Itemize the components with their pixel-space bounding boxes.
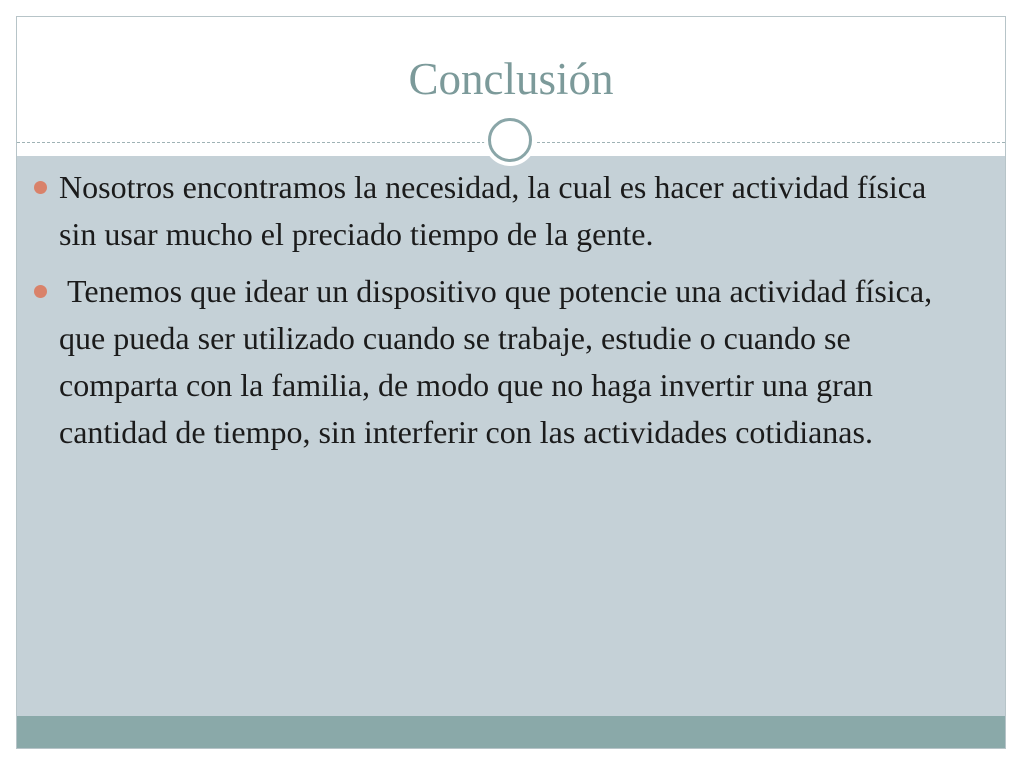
- slide-title: Conclusión: [408, 54, 614, 104]
- ornament-ring: [488, 118, 532, 162]
- bullet-dot-icon: [34, 285, 47, 298]
- footer-bar: [17, 716, 1005, 749]
- bullet-text: Tenemos que idear un dispositivo que potencie una actividad física, que pueda ser utilizado cuando se trabaje, estudie o cuando se comparta con la familia, de modo que no haga invertir una gran cantidad de tiempo, sin interferir con las actividades cotidianas.: [59, 273, 941, 450]
- bullet-dot-icon: [34, 181, 47, 194]
- bullet-item: [34, 268, 964, 456]
- bullet-text: Nosotros encontramos la necesidad, la cual es hacer actividad física sin usar mucho el preciado tiempo de la gente.: [59, 169, 927, 252]
- circle-ring-icon: [484, 114, 536, 166]
- bullet-list: [34, 164, 964, 466]
- bullet-item: [34, 164, 964, 258]
